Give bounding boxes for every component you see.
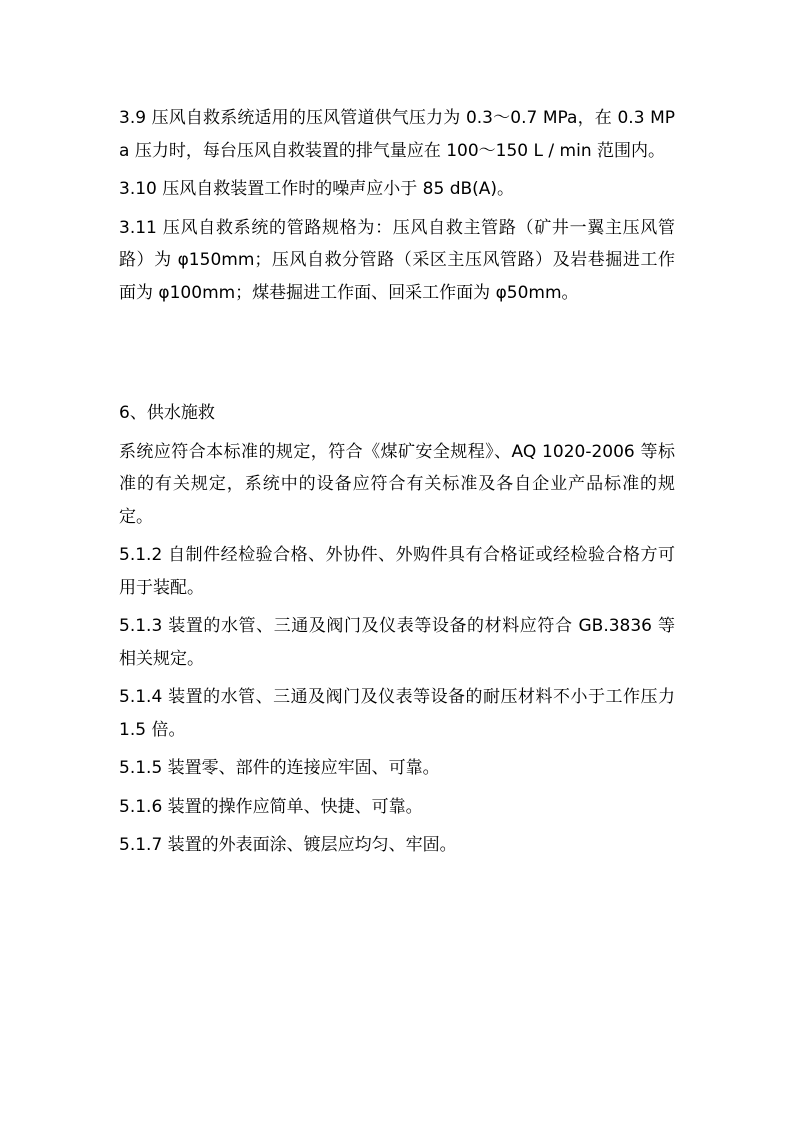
paragraph-3-11: 3.11 压风自救系统的管路规格为：压风自救主管路（矿井一翼主压风管路）为 φ150mm；压风自救分管路（采区主压风管路）及岩巷掘进工作面为 φ100mm；煤巷掘进工作面、回采工作面为 φ50mm。 xyxy=(119,217,675,303)
paragraph-3-10: 3.10 压风自救装置工作时的噪声应小于 85 dB(A)。 xyxy=(119,179,515,199)
paragraph-3-9: 3.9 压风自救系统适用的压风管道供气压力为 0.3～0.7 MPa，在 0.3 MPa 压力时，每台压风自救装置的排气量应在 100～150 L / min 范围内。 xyxy=(119,108,675,161)
paragraph-5-1-2: 5.1.2 自制件经检验合格、外协件、外购件具有合格证或经检验合格方可用于装配。 xyxy=(119,545,675,598)
paragraph-5-1-3: 5.1.3 装置的水管、三通及阀门及仪表等设备的材料应符合 GB.3836 等相关规定。 xyxy=(119,616,675,669)
paragraph-5-1-7: 5.1.7 装置的外表面涂、镀层应均匀、牢固。 xyxy=(119,835,457,855)
paragraph-5-1-5: 5.1.5 装置零、部件的连接应牢固、可靠。 xyxy=(119,758,440,778)
document-body xyxy=(119,102,675,868)
paragraph-5-1-6: 5.1.6 装置的操作应简单、快捷、可靠。 xyxy=(119,796,423,817)
section-spacer xyxy=(119,315,675,397)
paragraph-system-standard: 系统应符合本标准的规定，符合《煤矿安全规程》、AQ 1020-2006 等标准的有关规定，系统中的设备应符合有关标准及各自企业产品标准的规定。 xyxy=(119,441,675,527)
paragraph-5-1-4: 5.1.4 装置的水管、三通及阀门及仪表等设备的耐压材料不小于工作压力 1.5 倍。 xyxy=(119,687,675,740)
section-title: 6、供水施救 xyxy=(119,403,215,423)
